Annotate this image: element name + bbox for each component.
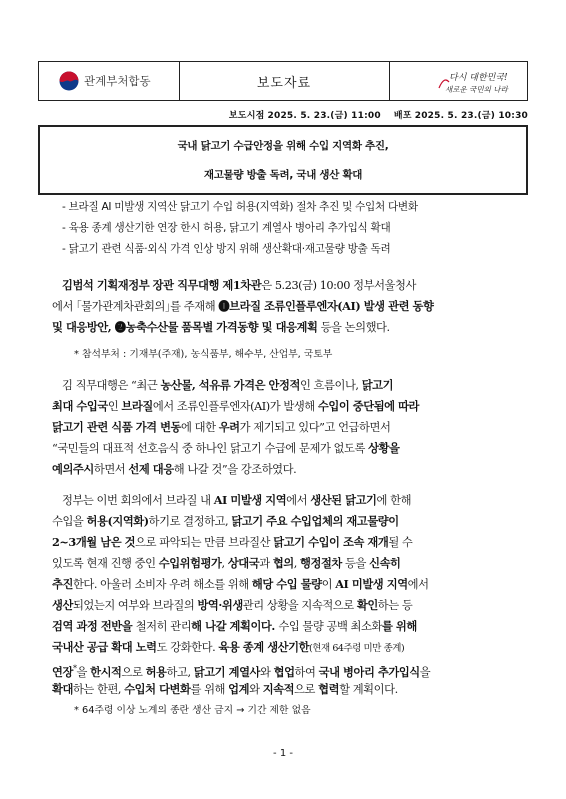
subtitle-3: - 닭고기 관련 식품·외식 가격 인상 방지 위해 생산확대·재고물량 방출 독려 [62, 243, 391, 255]
text-line: 연장*을 한시적으로 허용하고, 닭고기 계열사와 협업하여 국내 병아리 추가입식을 [52, 664, 431, 679]
header-box [38, 61, 528, 101]
release-info [219, 108, 528, 121]
distribution-label: 배포 [393, 111, 412, 121]
text-line: 최대 수입국인 브라질에서 조류인플루엔자(AI)가 발생해 수입이 중단됨에 따라 [52, 399, 420, 413]
text-line: 2~3개월 남은 것으로 파악되는 만큼 브라질산 닭고기 수입이 조속 재개될 수 [52, 535, 413, 549]
footnote: * 64주령 이상 노계의 종란 생산 금지 → 기간 제한 없음 [74, 705, 311, 716]
svg-text:다시 대한민국!: 다시 대한민국! [449, 73, 508, 83]
text-line: “국민들의 대표적 선호음식 중 하나인 닭고기 수급에 문제가 없도록 상황을 [52, 441, 400, 455]
paragraph-2 [52, 375, 514, 480]
text-line: 김 직무대행은 “최근 농산물, 석유류 가격은 안정적인 흐름이나, 닭고기 [62, 378, 394, 392]
svg-text:새로운 국민의 나라: 새로운 국민의 나라 [445, 85, 508, 94]
title-line-1: 국내 닭고기 수급안정을 위해 수입 지역화 추진, [177, 140, 389, 152]
text-line: 및 대응방안, ❷농축수산물 품목별 가격동향 및 대응계획 등을 논의했다. [52, 320, 390, 334]
doc-type: 보도자료 [256, 76, 312, 91]
text-line: 예의주시하면서 선제 대응해 나갈 것”을 강조하였다. [52, 462, 297, 476]
title-box [38, 125, 528, 195]
text-line: 닭고기 관련 식품 가격 변동에 대한 우려가 제기되고 있다”고 언급하면서 [52, 420, 391, 434]
text-line: 확대하는 한편, 수입처 다변화를 위해 업계와 지속적으로 협력할 계획이다. [52, 682, 398, 696]
header-divider [389, 62, 390, 100]
header-divider [179, 62, 180, 100]
government-emblem-icon [59, 71, 79, 91]
distribution-date: 2025. 5. 23.(금) 10:30 [414, 111, 528, 121]
subtitle-2: - 육용 종계 생산기한 연장 한시 허용, 닭고기 계열사 병아리 추가입식 확대 [62, 222, 391, 234]
attendees-note: * 참석부처 : 기재부(주재), 농식품부, 해수부, 산업부, 국토부 [74, 349, 333, 360]
slogan-calligraphy-logo [419, 68, 519, 96]
title-line-2: 재고물량 방출 독려, 국내 생산 확대 [203, 169, 363, 181]
text-line: 검역 과정 전반을 철저히 관리해 나갈 계획이다. 수입 물량 공백 최소화를 위해 [52, 619, 417, 633]
subtitle-1: - 브라질 AI 미발생 지역산 닭고기 수입 허용(지역화) 절차 추진 및 수입처 다변화 [62, 201, 418, 213]
text-line: 추진한다. 아울러 소비자 우려 해소를 위해 해당 수입 물량이 AI 미발생 지역에서 [52, 577, 429, 591]
text-line: 정부는 이번 회의에서 브라질 내 AI 미발생 지역에서 생산된 닭고기에 한해 [62, 493, 412, 507]
text-line: 수입을 허용(지역화)하기로 결정하고, 닭고기 주요 수입업체의 재고물량이 [52, 514, 399, 528]
text-line: 김범석 기획재정부 장관 직무대행 제1차관은 5.23(금) 10:00 정부서울청사 [62, 278, 416, 292]
page-number: - 1 - [273, 748, 293, 759]
paragraph-1 [52, 275, 514, 338]
text-line: 에서 ｢물가관계차관회의｣를 주재해 ❶브라질 조류인플루엔자(AI) 발생 관련 동향 [52, 299, 434, 313]
paragraph-3 [52, 490, 514, 700]
org-name: 관계부처합동 [84, 74, 151, 88]
text-line: 있도록 현재 진행 중인 수입위험평가, 상대국과 협의, 행정절차 등을 신속히 [52, 556, 401, 570]
text-line: 생산되었는지 여부와 브라질의 방역·위생관리 상황을 지속적으로 확인하는 등 [52, 598, 413, 612]
release-label: 보도시점 [228, 111, 265, 121]
text-line: 국내산 공급 확대 노력도 강화한다. 육용 종계 생산기한(현재 64주령 미만 종계) [52, 640, 405, 654]
release-date: 2025. 5. 23.(금) 11:00 [267, 111, 381, 121]
